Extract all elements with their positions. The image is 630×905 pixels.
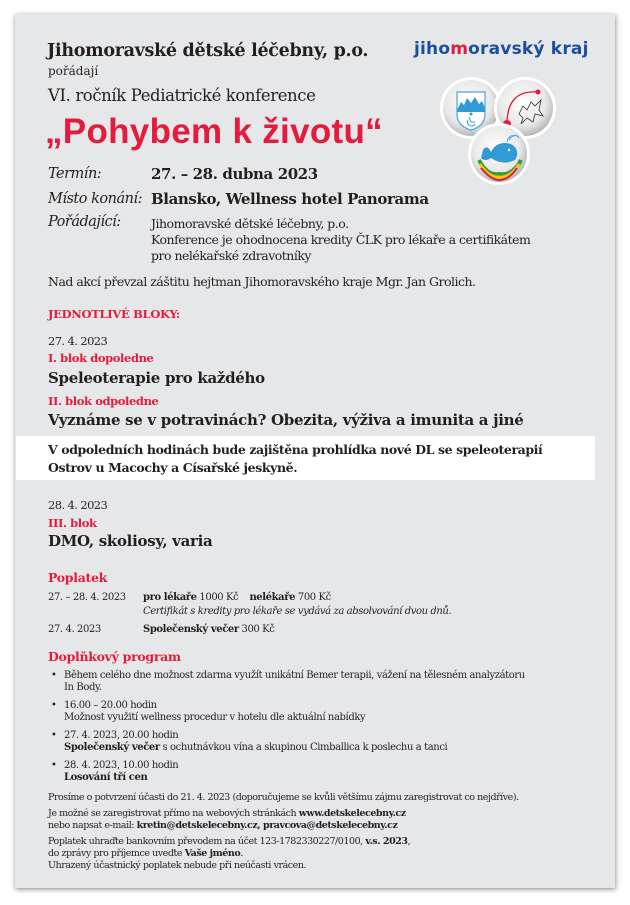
- email-prefix: nebo napsat e-mail:: [48, 820, 137, 831]
- day2-date: 28. 4. 2023: [48, 498, 108, 512]
- bullet-icon: •: [51, 700, 57, 711]
- fee-price: 700 Kč: [297, 592, 331, 603]
- fee-label: Společenský večer: [143, 624, 239, 635]
- message-suffix: .: [240, 848, 243, 859]
- day1-date: 27. 4. 2023: [48, 334, 108, 348]
- payment-suffix: ,: [407, 836, 411, 847]
- organize-verb: pořádají: [48, 64, 99, 78]
- bullet-icon: •: [51, 760, 57, 771]
- organizers-label: Pořádající:: [48, 214, 121, 230]
- message-bold: Vaše jméno: [184, 848, 241, 859]
- program-item-line: [64, 772, 178, 784]
- fee-date: 27. 4. 2023: [48, 624, 101, 635]
- place-label: Místo konání:: [48, 191, 142, 207]
- fee-price: 1000 Kč: [199, 592, 239, 603]
- fee-label: pro lékaře: [143, 592, 197, 603]
- program-heading: Doplňkový program: [48, 649, 181, 664]
- program-item: [64, 700, 365, 723]
- region-logo: [414, 39, 589, 59]
- organizers-line: pro nelékařské zdravotníky: [151, 248, 311, 263]
- fish-icon: [468, 123, 530, 185]
- region-logo-part1: jiho: [414, 39, 451, 59]
- program-item-line: Možnost využití wellness procedur v hotelu dle aktuální nabídky: [64, 711, 366, 723]
- program-item-line: 27. 4. 2023, 20.00 hodin: [64, 730, 179, 741]
- organizers-line: Konference je ohodnocena kredity ČLK pro lékaře a certifikátem: [151, 232, 531, 247]
- program-item-line: In Body.: [64, 681, 102, 693]
- program-item-bold: Společenský večer: [64, 741, 160, 753]
- program-item-line: 28. 4. 2023, 10.00 hodin: [64, 760, 179, 771]
- fee-label: nelékaře: [249, 592, 296, 603]
- fee-price: 300 Kč: [241, 624, 275, 635]
- program-item-line: 16.00 – 20.00 hodin: [64, 700, 157, 711]
- payment-prefix: Poplatek uhraďte bankovním převodem na účet 123-1782330227/0100,: [48, 836, 366, 847]
- term-value: 27. – 28. dubna 2023: [151, 165, 318, 183]
- bullet-icon: •: [51, 730, 57, 741]
- fees-heading: Poplatek: [48, 570, 107, 585]
- program-item: [64, 730, 447, 753]
- email-line: [48, 820, 397, 831]
- program-item-line: [64, 742, 447, 754]
- organizers-line: Jihomoravské dětské léčebny, p.o.: [151, 216, 349, 231]
- program-item: [64, 670, 525, 693]
- bullet-icon: •: [51, 670, 57, 681]
- block3-label: III. blok: [48, 516, 97, 530]
- flyer-page: [15, 14, 615, 888]
- conference-edition: VI. ročník Pediatrické konference: [48, 86, 316, 105]
- fee-note: Certifikát s kredity pro lékaře se vydává za absolvování dvou dnů.: [143, 606, 452, 617]
- email-separator: ,: [257, 820, 264, 831]
- email-link[interactable]: pravcova@detskelecebny.cz: [263, 820, 398, 831]
- fee-date: 27. – 28. 4. 2023: [48, 592, 126, 603]
- program-item-rest: s ochutnávkou vína a skupinou Cimballica k poslechu a tanci: [159, 741, 448, 753]
- emblem-logo: [435, 72, 565, 187]
- conference-title: „Pohybem k životu“: [45, 112, 383, 151]
- variable-symbol: v.s. 2023: [365, 836, 408, 847]
- patronage-text: Nad akcí převzal záštitu hejtman Jihomoravského kraje Mgr. Jan Grolich.: [48, 274, 476, 289]
- program-item-line: Během celého dne možnost zdarma využít unikátní Bemer terapii, vážení na tělesném analyzátoru: [64, 670, 525, 681]
- confirm-text: Prosíme o potvrzení účasti do 21. 4. 2023 (doporučujeme se kvůli většímu zájmu zaregistrovat co nejdříve).: [48, 792, 519, 803]
- place-value: Blansko, Wellness hotel Panorama: [151, 190, 429, 208]
- program-item: [64, 760, 178, 783]
- register-prefix: Je možné se zaregistrovat přímo na webových stránkách: [48, 808, 299, 819]
- register-line: [48, 808, 406, 819]
- block2-label: II. blok odpoledne: [48, 394, 159, 408]
- refund-text: Uhrazený účastnický poplatek nebude při neúčasti vrácen.: [48, 860, 307, 871]
- payment-line: [48, 836, 410, 847]
- excursion-note-line: V odpoledních hodinách bude zajištěna prohlídka nové DL se speleoterapií: [48, 442, 543, 457]
- website-link[interactable]: www.detskelecebny.cz: [298, 808, 406, 819]
- excursion-note-line: Ostrov u Macochy a Císařské jeskyně.: [48, 460, 298, 475]
- fee-row: [143, 592, 331, 603]
- term-label: Termín:: [48, 166, 102, 182]
- region-logo-part2: m: [450, 39, 469, 59]
- region-logo-part3: oravský kraj: [468, 39, 589, 59]
- program-item-bold: Losování tří cen: [64, 771, 148, 783]
- block3-topic: DMO, skoliosy, varia: [48, 532, 213, 550]
- fee-row: [143, 624, 274, 635]
- message-prefix: do zprávy pro příjemce uveďte: [48, 848, 185, 859]
- block1-topic: Speleoterapie pro každého: [48, 369, 265, 387]
- message-line: [48, 848, 243, 859]
- block2-topic: Vyznáme se v potravinách? Obezita, výživa a imunita a jiné: [48, 411, 524, 429]
- email-link[interactable]: kretin@detskelecebny.cz: [136, 820, 258, 831]
- block1-label: I. blok dopoledne: [48, 351, 154, 365]
- blocks-heading: JEDNOTLIVÉ BLOKY:: [48, 307, 180, 321]
- organizer-name: Jihomoravské dětské léčebny, p.o.: [47, 41, 369, 61]
